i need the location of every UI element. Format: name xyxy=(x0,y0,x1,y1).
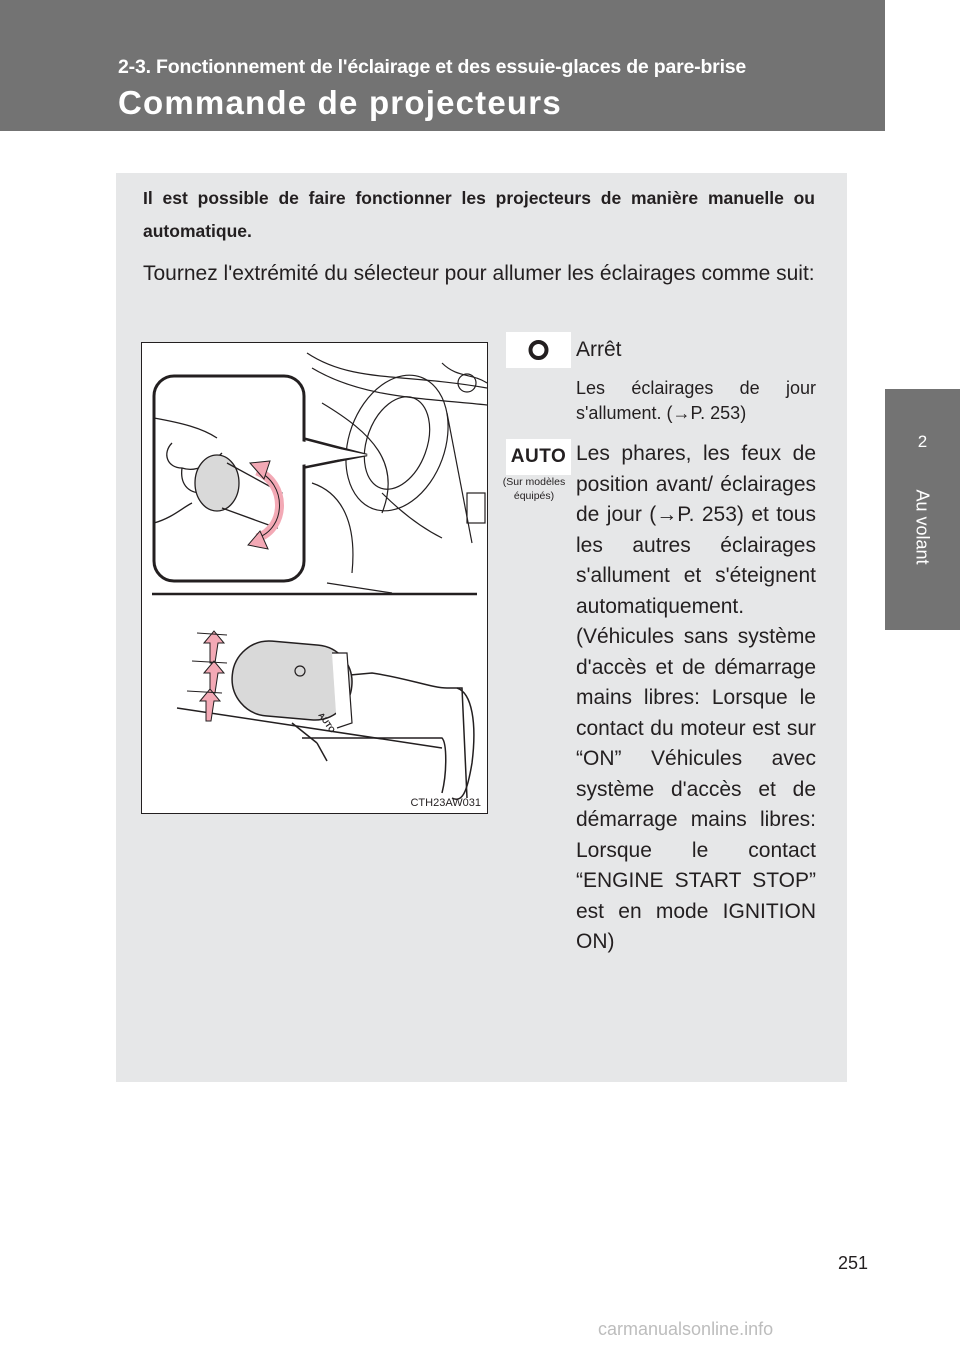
illustration-svg xyxy=(142,343,487,813)
svg-text:AUTO: AUTO xyxy=(316,710,337,735)
figure-code: CTH23AW031 xyxy=(410,797,481,809)
auto-position-description: Les phares, les feux de position avant/ éclairages de jour (→P. 253) et tous les autres éclairages s'allument et s'éteignent automatiquement. (Véhicules sans système d'accès et de démarrage mains libres: Lorsque le contact du moteur est sur “ON” Véhicules avec système d'accès et de démarrage mains libres: Lorsque le contact “ENGINE START STOP” est en mode IGNITION ON) xyxy=(576,442,816,953)
off-position-label: Arrêt xyxy=(576,338,622,361)
chapter-side-tab xyxy=(885,0,960,1345)
chapter-number: 2 xyxy=(917,432,928,451)
off-symbol-box xyxy=(506,332,571,368)
auto-symbol-box xyxy=(506,439,571,475)
daytime-running-lights-note: Les éclairages de jour s'allument. (→P. 253) xyxy=(576,378,816,423)
chapter-header xyxy=(0,0,885,131)
intro-text: Tournez l'extrémité du sélecteur pour allumer les éclairages comme suit: xyxy=(143,262,815,285)
page-number: 251 xyxy=(838,1253,869,1273)
intro-bold: Il est possible de faire fonctionner les projecteurs de manière manuelle ou automatique. xyxy=(143,188,815,241)
page-title: Commande de projecteurs xyxy=(118,84,562,121)
section-title: 2-3. Fonctionnement de l'éclairage et des essuie-glaces de pare-brise xyxy=(118,56,747,78)
equipped-models-note: (Sur modèles équipés) xyxy=(502,476,566,502)
watermark: carmanualsonline.info xyxy=(598,1319,774,1339)
auto-symbol: AUTO xyxy=(510,446,567,467)
headlight-switch-illustration xyxy=(141,342,488,814)
chapter-label: Au volant xyxy=(912,489,933,565)
off-circle-icon xyxy=(506,332,571,368)
